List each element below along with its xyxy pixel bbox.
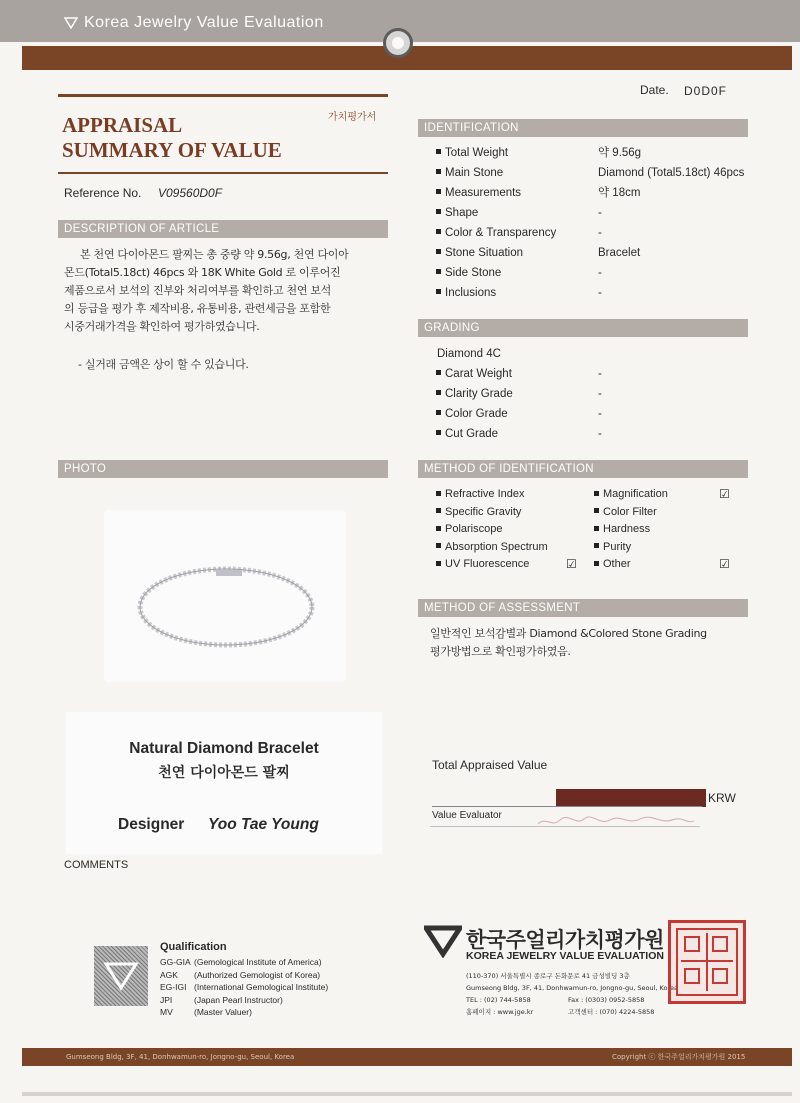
official-seal-stamp	[668, 920, 746, 1004]
evaluator-label: Value Evaluator	[432, 810, 502, 821]
footer-copyright: Copyright ⓒ 한국주얼리가치평가원 2015	[612, 1053, 746, 1061]
section-identification: IDENTIFICATION	[418, 119, 748, 137]
qualification-list	[160, 956, 328, 1019]
grading-values	[598, 364, 602, 444]
identification-values	[598, 143, 744, 303]
method-magnification: Magnification	[594, 486, 734, 504]
bracelet-image-icon	[104, 510, 346, 682]
title-rule-top	[58, 94, 388, 97]
bracelet-photo	[104, 510, 346, 682]
section-photo: PHOTO	[58, 460, 388, 478]
qualification-item: MV (Master Valuer)	[160, 1007, 252, 1017]
method-other: Other	[594, 556, 734, 574]
id-value: -	[598, 287, 602, 299]
brand-name: Korea Jewelry Value Evaluation	[84, 14, 324, 31]
section-method-identification: METHOD OF IDENTIFICATION	[418, 460, 748, 478]
value-rule	[432, 806, 702, 807]
other-check-icon: ☑	[719, 557, 730, 571]
product-name-ko: 천연 다이아몬드 팔찌	[158, 765, 290, 781]
grading-row-carat: Carat Weight	[436, 364, 513, 384]
description-line-4: 의 등급을 평가 후 제작비용, 유통비용, 관련세금을 포함한	[64, 302, 331, 315]
method-right-column	[594, 486, 734, 574]
currency-label: KRW	[708, 791, 736, 805]
method-hardness: Hardness	[594, 521, 734, 539]
grading-table	[436, 364, 513, 444]
id-value: 약 9.56g	[598, 147, 642, 159]
company-address-en: Gumseong Bldg, 3F, 41, Donhwamun-ro, Jongno-gu, Seoul, Korea	[466, 984, 678, 992]
reference-value: V09560D0F	[158, 186, 223, 200]
grading-row-cut: Cut Grade	[436, 424, 513, 444]
grading-value: -	[598, 388, 602, 400]
id-row-color: Color & Transparency	[436, 223, 556, 243]
hologram-seal	[94, 946, 148, 1006]
footer-address: Gumseong Bldg, 3F, 41, Donhwamun-ro, Jongno-gu, Seoul, Korea	[66, 1053, 295, 1061]
date-label: Date.	[640, 83, 669, 97]
id-row-stone-situation: Stone Situation	[436, 243, 556, 263]
diamond-seal-icon	[94, 946, 148, 1006]
method-refractive-index: Refractive Index	[436, 486, 586, 504]
id-row-measurements: Measurements	[436, 183, 556, 203]
title-line-1: APPRAISAL	[62, 113, 183, 137]
qualification-item: EG-IGI (International Gemological Institute)	[160, 982, 329, 992]
redacted-value	[556, 789, 706, 807]
company-diamond-logo-icon	[424, 924, 462, 958]
comments-label: COMMENTS	[64, 859, 129, 871]
grading-value: -	[598, 368, 602, 380]
total-value-label: Total Appraised Value	[432, 758, 548, 772]
grading-row-clarity: Clarity Grade	[436, 384, 513, 404]
id-row-total-weight: Total Weight	[436, 143, 556, 163]
method-specific-gravity: Specific Gravity	[436, 504, 586, 522]
section-grading: GRADING	[418, 319, 748, 337]
title-rule-bottom	[58, 172, 388, 174]
date-value: D0D0F	[684, 84, 728, 98]
id-value: Bracelet	[598, 247, 641, 259]
grading-value: -	[598, 428, 602, 440]
product-card	[66, 712, 382, 854]
magnification-check-icon: ☑	[719, 487, 730, 501]
id-row-main-stone: Main Stone	[436, 163, 556, 183]
description-line-5: 시중거래가격을 확인하여 평가하였습니다.	[64, 320, 260, 333]
method-left-column	[436, 486, 586, 574]
identification-table	[436, 143, 556, 303]
product-name-en: Natural Diamond Bracelet	[129, 740, 319, 757]
signature-icon	[536, 810, 696, 832]
reference-label: Reference No.	[64, 186, 142, 200]
id-value: -	[598, 207, 602, 219]
uv-fluorescence-check-icon: ☑	[566, 557, 577, 571]
method-polariscope: Polariscope	[436, 521, 586, 539]
grading-value: -	[598, 408, 602, 420]
id-value: 약 18cm	[598, 187, 641, 199]
method-purity: Purity	[594, 539, 734, 557]
page-bottom-edge	[22, 1092, 792, 1096]
footer-band	[22, 1048, 792, 1066]
id-row-side-stone: Side Stone	[436, 263, 556, 283]
company-phone-row: TEL : (02) 744-5858 Fax : (0303) 0952-5858	[466, 996, 645, 1004]
assessment-line-1: 일반적인 보석감별과 Diamond &Colored Stone Grading	[430, 627, 707, 640]
grading-subtitle: Diamond 4C	[437, 348, 501, 360]
company-address-ko: (110-370) 서울특별시 종로구 돈화문로 41 금성빌딩 3층	[466, 972, 630, 980]
id-value: -	[598, 227, 602, 239]
company-name-ko: 한국주얼리가치평가원	[466, 928, 664, 952]
description-note: - 실거래 금액은 상이 할 수 있습니다.	[78, 358, 249, 371]
qualification-item: GG-GIA (Gemological Institute of America)	[160, 957, 322, 967]
assessment-line-2: 평가방법으로 확인평가하였음.	[430, 645, 571, 658]
seal-glyph-icon	[671, 923, 743, 1001]
id-row-inclusions: Inclusions	[436, 283, 556, 303]
description-line-3: 제품으로서 보석의 진부와 처리여부를 확인하고 천연 보석	[64, 284, 332, 297]
qualification-item: AGK (Authorized Gemologist of Korea)	[160, 969, 321, 980]
description-line-1: 본 천연 다이아몬드 팔찌는 총 중량 약 9.56g, 천연 다이아	[80, 248, 349, 261]
designer-name: Yoo Tae Young	[208, 816, 319, 833]
binder-hole	[383, 28, 413, 58]
company-name-en: KOREA JEWELRY VALUE EVALUATION	[466, 950, 664, 962]
id-row-shape: Shape	[436, 203, 556, 223]
description-line-2: 몬드(Total5.18ct) 46pcs 와 18K White Gold 로 이루어진	[64, 266, 341, 279]
section-description: DESCRIPTION OF ARTICLE	[58, 220, 388, 238]
id-value: Diamond (Total5.18ct) 46pcs	[598, 167, 745, 179]
title-line-2: SUMMARY OF VALUE	[62, 138, 282, 162]
grading-row-color: Color Grade	[436, 404, 513, 424]
section-method-assessment: METHOD OF ASSESSMENT	[418, 599, 748, 617]
diamond-logo-icon	[64, 17, 78, 29]
company-web-row: 홈페이지 : www.jge.kr 고객센터 : (070) 4224-5858	[466, 1008, 655, 1016]
title-korean: 가치평가서	[328, 112, 377, 123]
method-color-filter: Color Filter	[594, 504, 734, 522]
designer-label: Designer	[118, 816, 185, 833]
method-absorption-spectrum: Absorption Spectrum	[436, 539, 586, 557]
id-value: -	[598, 267, 602, 279]
company-address-block	[466, 970, 678, 1018]
method-uv-fluorescence: UV Fluorescence	[436, 556, 586, 574]
qualification-title: Qualification	[160, 941, 227, 953]
qualification-item: JPI (Japan Pearl Instructor)	[160, 994, 283, 1005]
